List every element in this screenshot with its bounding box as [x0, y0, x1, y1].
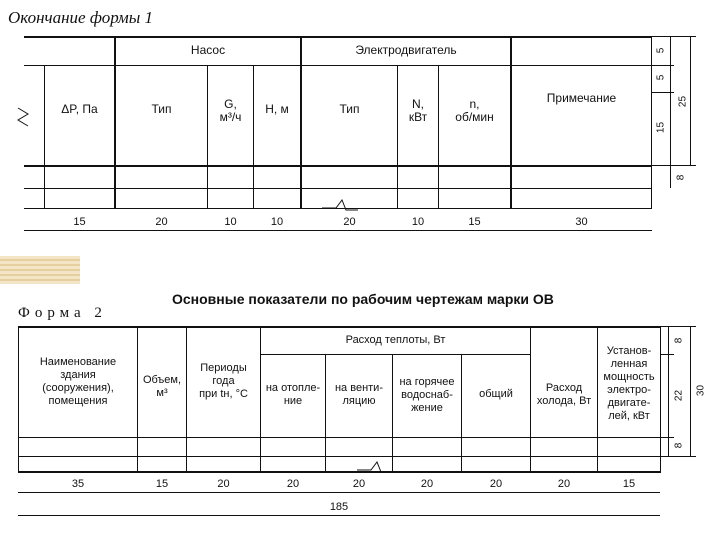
dim-width: 15	[468, 216, 481, 228]
dim-height: 8	[675, 174, 687, 181]
form2-col-cooling: Расход холода, Вт	[536, 382, 592, 407]
form2-group-heat: Расход теплоты, Вт	[345, 334, 446, 346]
dim-width: 10	[411, 216, 425, 228]
dim-width: 20	[286, 478, 300, 490]
form1-col-dp: ΔP, Па	[61, 102, 98, 116]
form2-total-width: 185	[329, 501, 349, 513]
dim-width: 20	[489, 478, 503, 490]
form2-col-motor-power: Установ- ленная мощность электро- двигате- лей, кВт	[603, 345, 655, 422]
dim-width: 20	[343, 216, 356, 228]
form1-group-pump: Насос	[190, 43, 226, 57]
dim-height: 8	[673, 337, 685, 344]
break-mark-icon	[320, 198, 360, 212]
form2-caption: Основные показатели по рабочим чертежам марки ОВ	[172, 291, 554, 307]
form1-title: Окончание формы 1	[8, 8, 153, 27]
dim-width: 10	[224, 216, 237, 228]
form2-col-hot-water: на горячее водоснаб- жение	[399, 376, 455, 414]
form2-label: Форма 2	[18, 305, 107, 321]
dim-height: 30	[695, 384, 707, 397]
dim-width: 20	[155, 216, 168, 228]
scan-artifact	[0, 256, 80, 284]
form1-col-note: Примечание	[546, 91, 617, 105]
dim-height: 5	[655, 47, 667, 54]
form2-col-total: общий	[479, 388, 513, 400]
form1-col-g: G, м³/ч	[219, 97, 242, 124]
form2-col-volume: Объем, м³	[142, 374, 182, 399]
dim-width: 10	[270, 216, 284, 228]
dim-height: 5	[655, 74, 667, 81]
dim-width: 20	[557, 478, 571, 490]
form1-col-pump-type: Тип	[151, 102, 172, 116]
dim-width: 15	[622, 478, 636, 490]
form1-col-h: H, м	[265, 102, 289, 116]
dim-width: 20	[217, 478, 230, 490]
dim-width: 15	[155, 478, 169, 490]
dim-width: 15	[73, 216, 86, 228]
dim-height: 25	[677, 95, 689, 108]
form2-col-periods: Периоды года при tн, °С	[199, 362, 248, 400]
form2-col-name: Наименование здания (сооружения), помещения	[39, 356, 117, 407]
form1-col-n-rpm: n, об/мин	[455, 97, 494, 124]
form1-group-motor: Электродвигатель	[355, 43, 457, 57]
form2-col-ventilation: на венти- ляцию	[334, 382, 383, 407]
dim-height: 8	[673, 442, 685, 449]
dim-height: 15	[655, 121, 667, 134]
form2-col-heating: на отопле- ние	[265, 382, 321, 407]
dim-height: 22	[673, 389, 685, 402]
form1-col-motor-type: Тип	[339, 102, 360, 116]
form1-col-n-power: N, кВт	[408, 97, 428, 124]
break-mark-icon	[355, 460, 395, 474]
dim-width: 35	[71, 478, 85, 490]
dim-width: 30	[575, 216, 588, 228]
dim-width: 20	[352, 478, 366, 490]
break-mark-icon	[14, 100, 44, 130]
dim-width: 20	[420, 478, 434, 490]
